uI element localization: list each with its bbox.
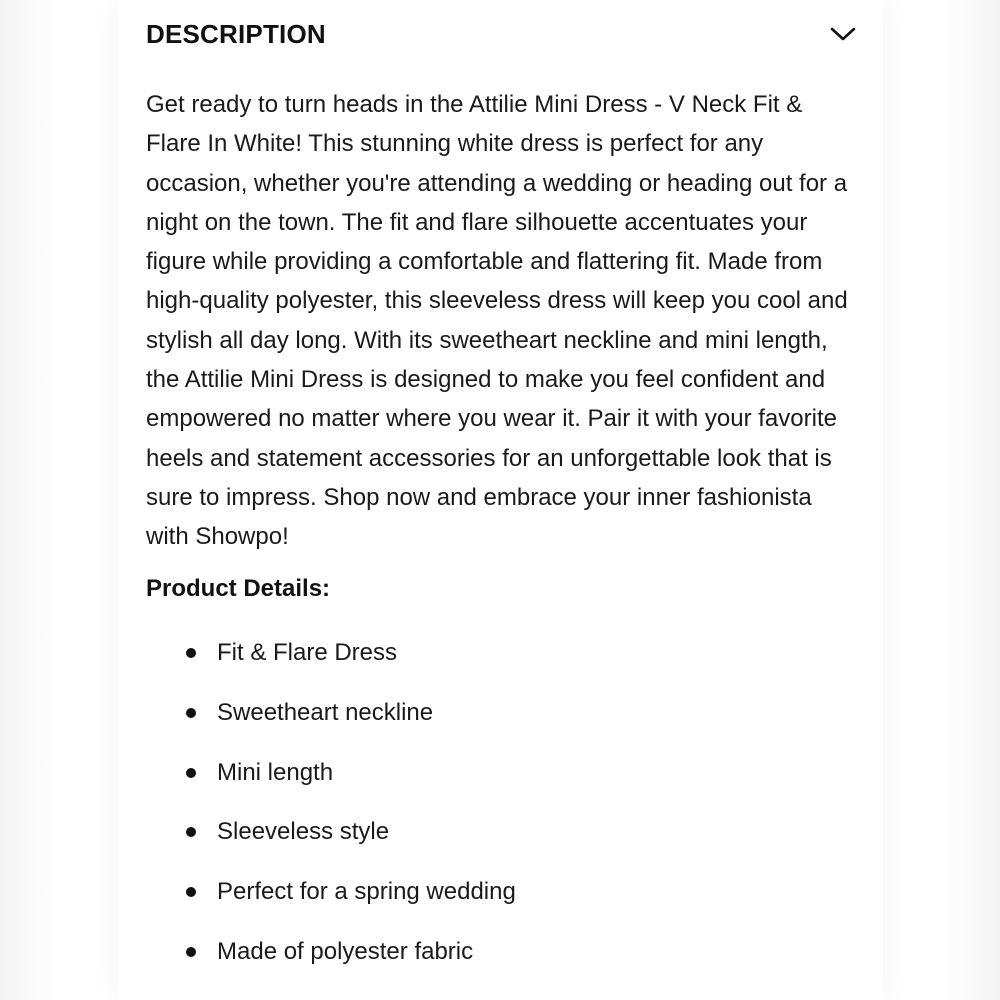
description-panel: [118, 0, 883, 1000]
description-accordion-header[interactable]: [146, 14, 858, 54]
product-details-heading: Product Details:: [146, 575, 331, 602]
bullet-icon: [186, 947, 196, 957]
list-item-text: Perfect for a spring wedding: [217, 878, 516, 906]
list-item-text: Mini length: [217, 758, 334, 786]
list-item: [146, 623, 846, 683]
list-item: [146, 922, 846, 982]
list-item-text: Sleeveless style: [217, 818, 390, 846]
list-item: [146, 802, 846, 862]
bullet-icon: [186, 887, 196, 897]
list-item-text: Fit & Flare Dress: [217, 639, 398, 666]
bullet-icon: [186, 648, 196, 658]
bullet-icon: [186, 768, 196, 778]
list-item: [146, 743, 846, 803]
bullet-icon: [186, 827, 196, 837]
product-description: Get ready to turn heads in the Attilie Mini Dress - V Neck Fit & Flare In White! This stunning white dress is perfect for any occasion, whether you're attending a wedding or heading out for a night on the town. The fit and flare silhouette accentuates your figure while providing a comfortable and flattering fit. Made from high-quality polyester, this sleeveless dress will keep you cool and stylish all day long. With its sweetheart neckline and mini length, the Attilie Mini Dress is designed to make you feel confident and empowered no matter where you wear it. Pair it with your favorite heels and statement accessories for an unforgettable look that is sure to impress. Shop now and embrace your inner fashionista with Showpo!: [146, 91, 848, 551]
chevron-down-icon[interactable]: [828, 19, 858, 49]
list-item: [146, 683, 846, 743]
bullet-icon: [186, 708, 196, 718]
list-item-text: Made of polyester fabric: [217, 937, 474, 965]
product-details-list: [146, 623, 846, 982]
list-item-text: Sweetheart neckline: [217, 698, 434, 726]
section-title: DESCRIPTION: [146, 18, 326, 49]
list-item: [146, 862, 846, 922]
